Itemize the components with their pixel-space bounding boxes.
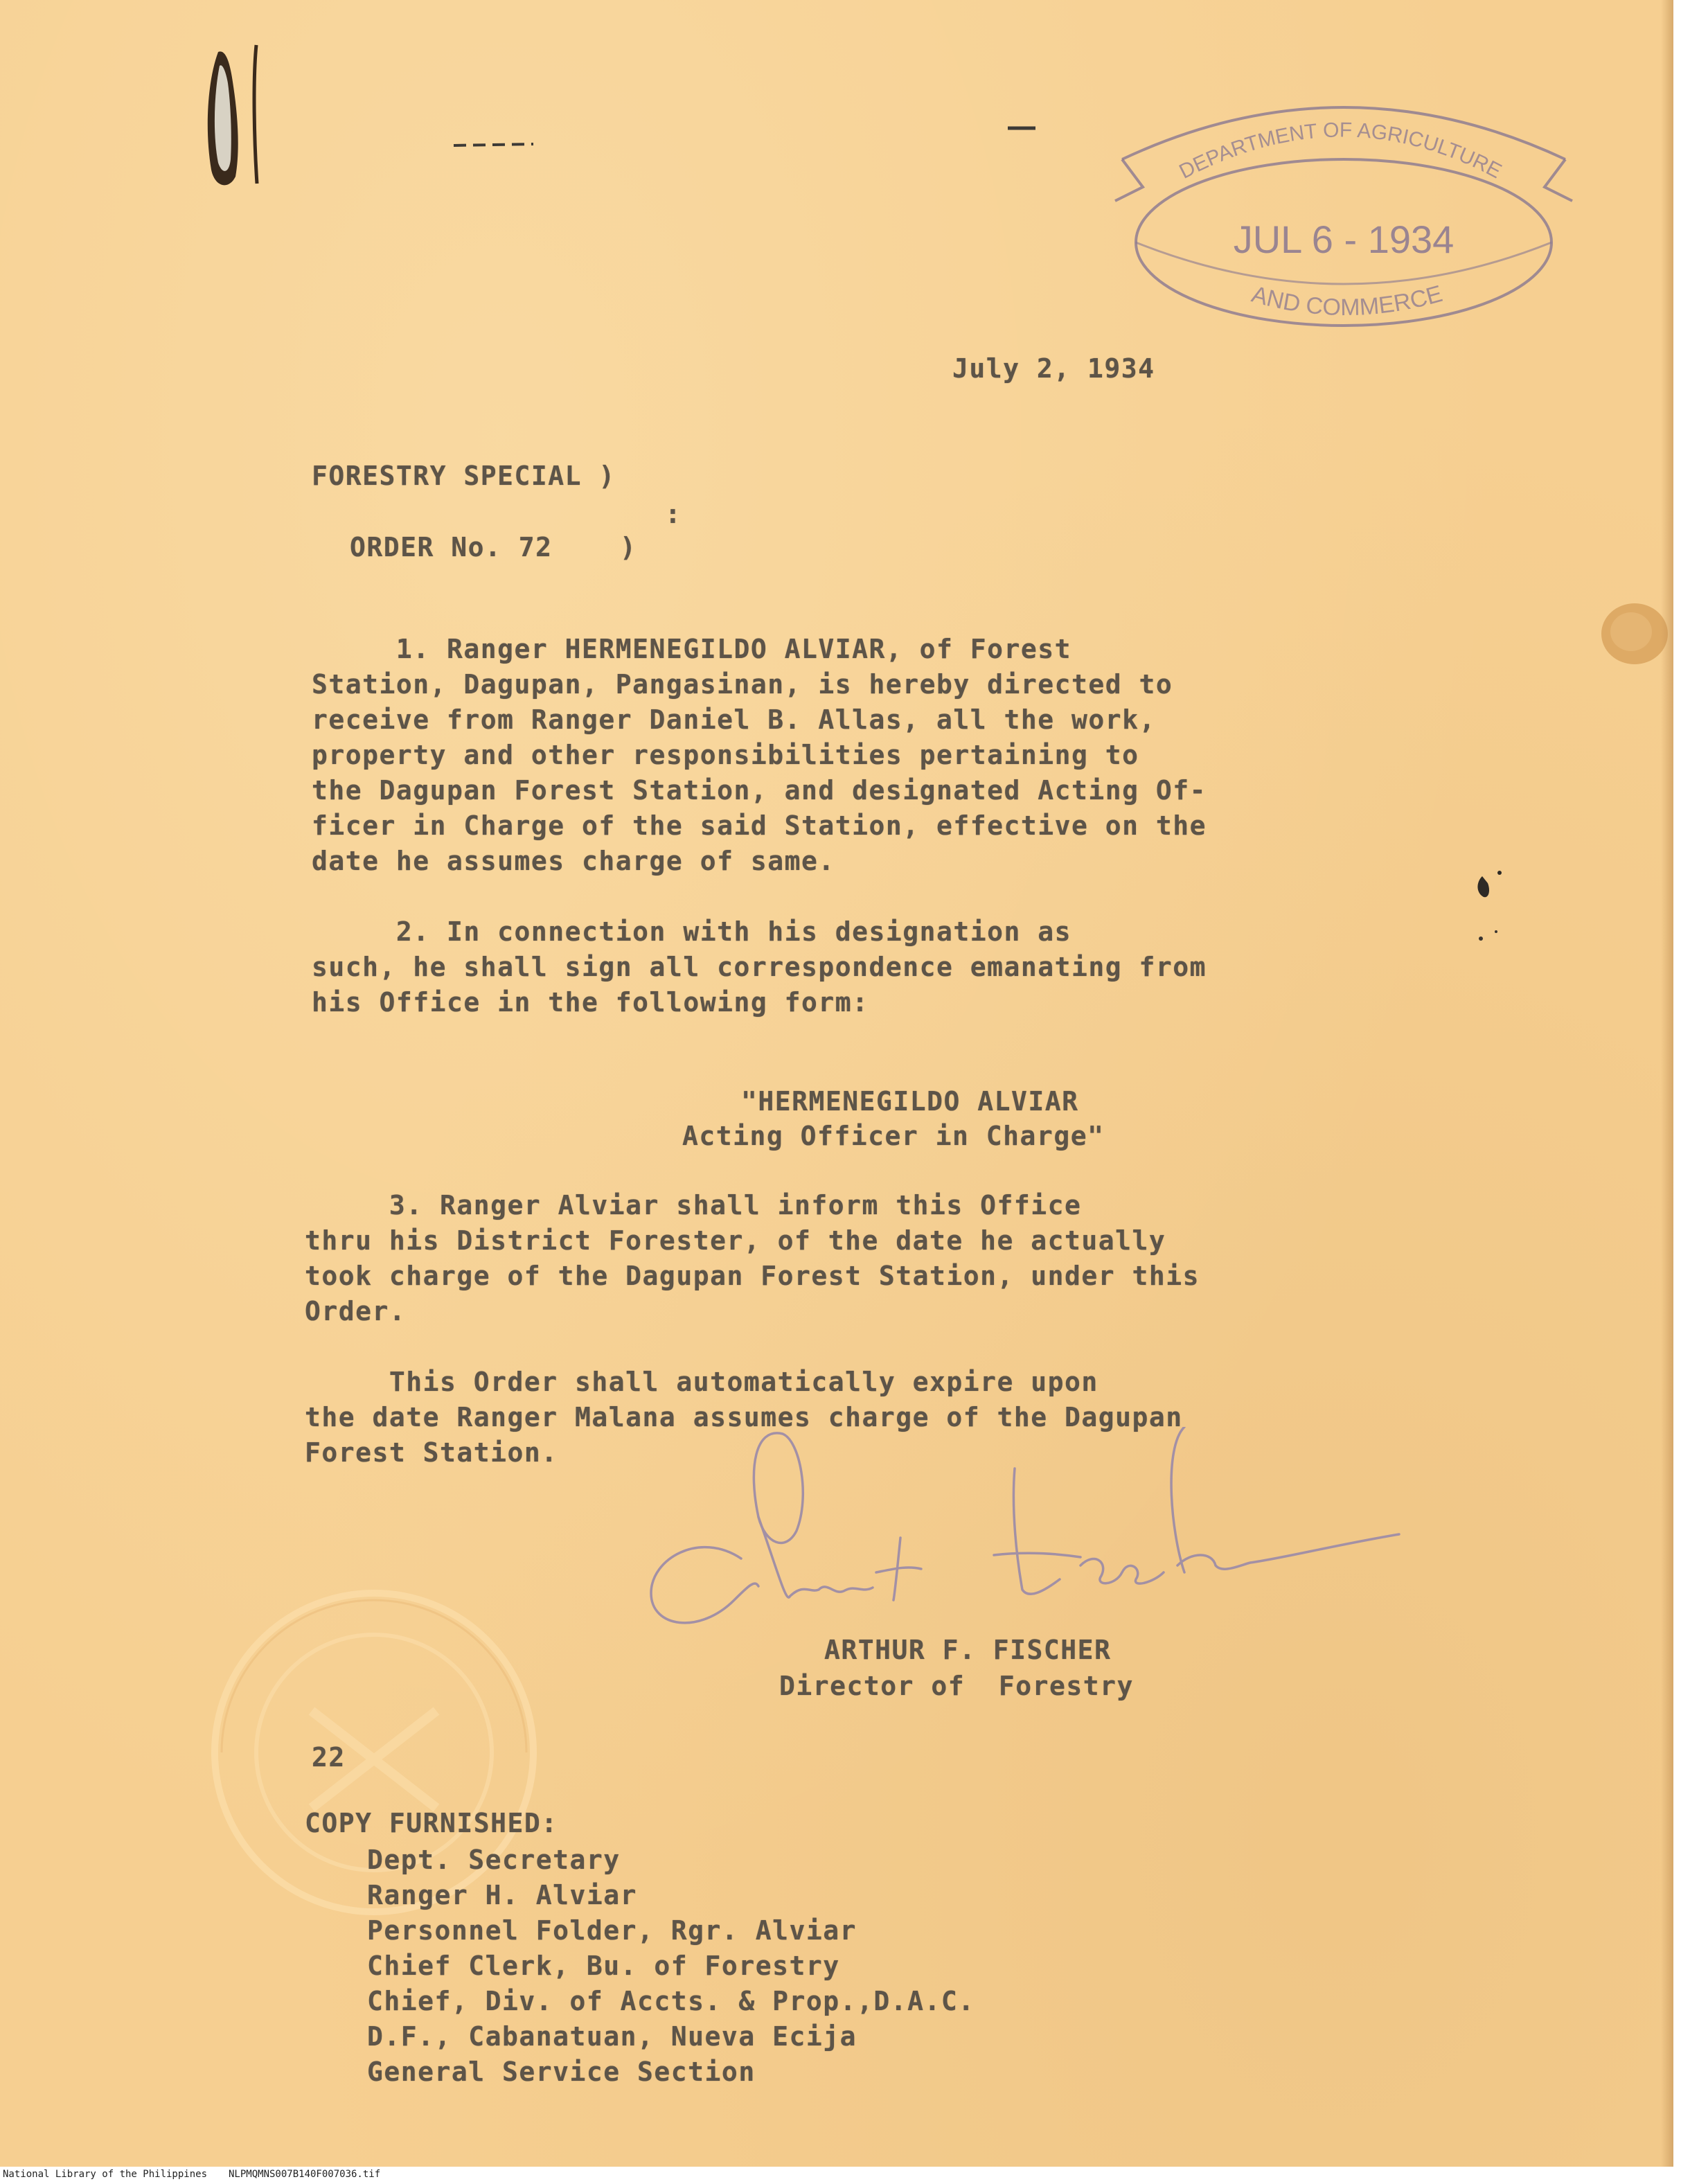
- footer-library: National Library of the Philippines: [3, 2169, 208, 2180]
- paragraph-line: 3. Ranger Alviar shall inform this Office: [305, 1190, 1082, 1220]
- paragraph-line: This Order shall automatically expire upon: [305, 1367, 1099, 1397]
- paragraph-3: [305, 1188, 1200, 1329]
- copy-furnished-list: [367, 1843, 975, 2090]
- signatory-name: ARTHUR F. FISCHER: [824, 1635, 1112, 1665]
- list-item: Ranger H. Alviar: [367, 1880, 638, 1910]
- quoted-title: Acting Officer in Charge": [682, 1121, 1105, 1151]
- list-item: Chief, Div. of Accts. & Prop.,D.A.C.: [367, 1986, 975, 2016]
- paragraph-1: [312, 632, 1207, 879]
- paragraph-line: receive from Ranger Daniel B. Allas, all the work,: [312, 704, 1156, 735]
- paragraph-line: property and other responsibilities pertaining to: [312, 740, 1139, 770]
- stamp-top-text: DEPARTMENT OF AGRICULTURE: [1175, 118, 1506, 184]
- paragraph-line: Order.: [305, 1296, 407, 1326]
- paragraph-line: 2. In connection with his designation as: [312, 916, 1072, 947]
- paragraph-line: ficer in Charge of the said Station, effective on the: [312, 810, 1207, 841]
- paragraph-2: [312, 914, 1207, 1020]
- scan-footer: [0, 2167, 1681, 2184]
- paragraph-line: Forest Station.: [305, 1437, 558, 1468]
- list-item: Dept. Secretary: [367, 1845, 621, 1875]
- order-heading-colon: :: [665, 499, 682, 529]
- water-stain: [1593, 596, 1673, 672]
- signatory-title: Director of Forestry: [779, 1671, 1134, 1701]
- handwritten-signature: [637, 1427, 1406, 1655]
- list-item: Personnel Folder, Rgr. Alviar: [367, 1915, 857, 1946]
- stamp-bottom-text: AND COMMERCE: [1249, 280, 1446, 321]
- footer-file-id: NLPMQMNS007B140F007036.tif: [229, 2169, 381, 2180]
- paragraph-line: such, he shall sign all correspondence emanating from: [312, 952, 1207, 982]
- order-heading-line2: ORDER No. 72 ): [350, 532, 637, 562]
- order-heading-line1: FORESTRY SPECIAL ): [312, 461, 616, 491]
- paragraph-line: 1. Ranger HERMENEGILDO ALVIAR, of Forest: [312, 634, 1072, 664]
- paragraph-line: his Office in the following form:: [312, 987, 869, 1018]
- paper-hole-damage: [197, 38, 274, 197]
- received-stamp: [1101, 97, 1586, 346]
- paragraph-line: Station, Dagupan, Pangasinan, is hereby directed to: [312, 669, 1173, 700]
- stamp-date: JUL 6 - 1934: [1233, 217, 1455, 261]
- ink-mark: [1004, 121, 1046, 135]
- letter-date: July 2, 1934: [952, 353, 1155, 384]
- quoted-name: "HERMENEGILDO ALVIAR: [741, 1086, 1079, 1117]
- ink-mark: [450, 139, 540, 152]
- ink-blot: [1468, 862, 1524, 945]
- list-item: General Service Section: [367, 2057, 756, 2087]
- paragraph-line: date he assumes charge of same.: [312, 846, 835, 876]
- paragraph-line: thru his District Forester, of the date he actually: [305, 1225, 1166, 1256]
- paragraph-line: the date Ranger Malana assumes charge of the Dagupan: [305, 1402, 1183, 1432]
- paragraph-line: the Dagupan Forest Station, and designated Acting Of-: [312, 775, 1207, 806]
- copy-furnished-heading: COPY FURNISHED:: [305, 1808, 558, 1838]
- paragraph-line: took charge of the Dagupan Forest Station, under this: [305, 1261, 1200, 1291]
- list-item: Chief Clerk, Bu. of Forestry: [367, 1951, 840, 1981]
- page-number: 22: [312, 1742, 346, 1773]
- list-item: D.F., Cabanatuan, Nueva Ecija: [367, 2021, 857, 2052]
